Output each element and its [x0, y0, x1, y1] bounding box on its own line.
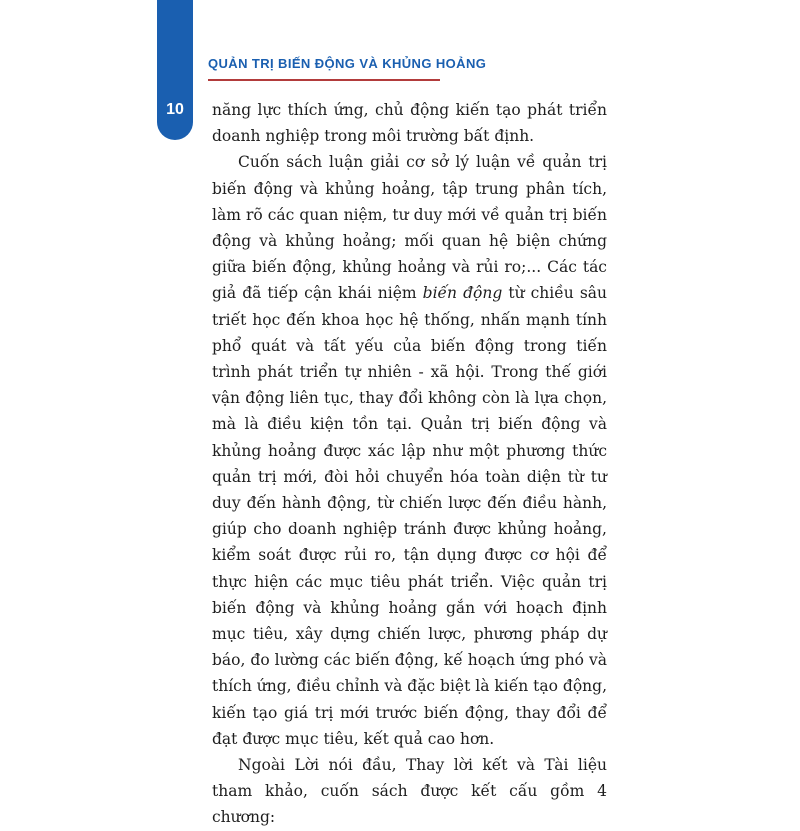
paragraph-2-italic-term: biến động	[422, 284, 503, 303]
body-text	[212, 97, 607, 831]
paragraph-2	[212, 149, 607, 752]
header-divider	[208, 79, 440, 81]
paragraph-1: năng lực thích ứng, chủ động kiến tạo phát triển doanh nghiệp trong môi trường bất định.	[212, 101, 607, 146]
paragraph-2-part-1: Cuốn sách luận giải cơ sở lý luận về quản trị biến động và khủng hoảng, tập trung phân tích, làm rõ các quan niệm, tư duy mới về quản trị biến động và khủng hoảng; mối quan hệ biện chứng giữa biến động, khủng hoảng và rủi ro;... Các tác giả đã tiếp cận khái niệm	[212, 153, 607, 303]
page-number: 10	[166, 101, 184, 118]
paragraph-2-part-2: từ chiều sâu triết học đến khoa học hệ thống, nhấn mạnh tính phổ quát và tất yếu của biến động trong tiến trình phát triển tự nhiên - xã hội. Trong thế giới vận động liên tục, thay đổi không còn là lựa chọn, mà là điều kiện tồn tại. Quản trị biến động và khủng hoảng được xác lập như một phương thức quản trị mới, đòi hỏi chuyển hóa toàn diện từ tư duy đến hành động, từ chiến lược đến điều hành, giúp cho doanh nghiệp tránh được khủng hoảng, kiểm soát được rủi ro, tận dụng được cơ hội để thực hiện các mục tiêu phát triển. Việc quản trị biến động và khủng hoảng gắn với hoạch định mục tiêu, xây dựng chiến lược, phương pháp dự báo, đo lường các biến động, kế hoạch ứng phó và thích ứng, điều chỉnh và đặc biệt là kiến tạo động, kiến tạo giá trị mới trước biến động, thay đổi để đạt được mục tiêu, kết quả cao hơn.	[212, 284, 608, 748]
running-header-title: QUẢN TRỊ BIẾN ĐỘNG VÀ KHỦNG HOẢNG	[208, 56, 487, 71]
paragraph-3: Ngoài Lời nói đầu, Thay lời kết và Tài liệu tham khảo, cuốn sách được kết cấu gồm 4 chương:	[212, 756, 607, 827]
